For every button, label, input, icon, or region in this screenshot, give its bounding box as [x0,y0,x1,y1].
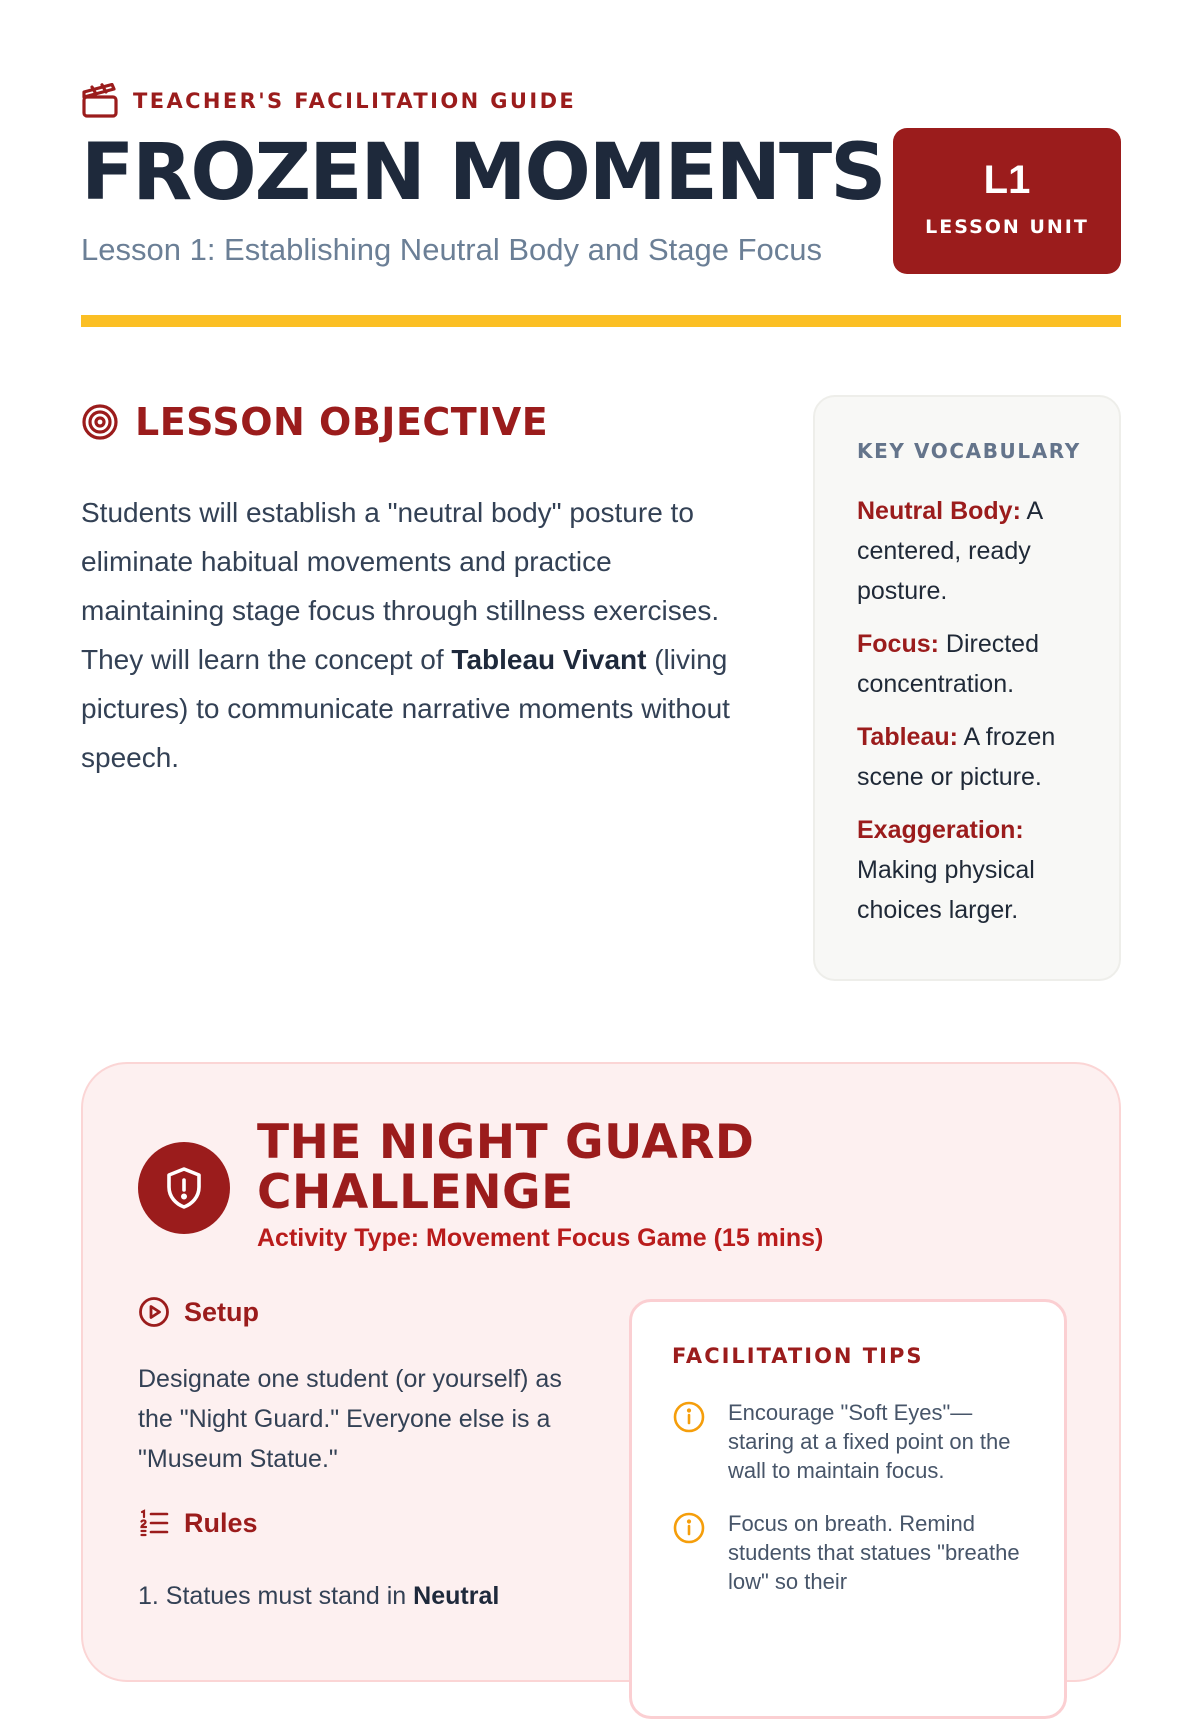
header-divider [81,315,1121,327]
vocab-item [857,624,1091,704]
tips-title: FACILITATION TIPS [672,1344,924,1368]
shield-alert-icon [160,1164,208,1212]
vocab-item [857,810,1091,930]
clapperboard-icon [81,83,119,119]
vocab-item [857,717,1091,797]
objective-heading [81,400,548,444]
rules-list [138,1576,578,1616]
page-title: FROZEN MOMENTS [81,128,885,218]
setup-heading [138,1296,259,1328]
rule-text: Statues must stand in [158,1582,414,1610]
objective-text-start: Students will establish a "neutral body" posture to eliminate habitual movements and practice maintaining stage focus through stillness exercises. They will learn the concept of [81,497,720,675]
facilitation-tips-card [629,1299,1067,1719]
lesson-code: L1 [983,158,1031,202]
vocab-definition: Making physical choices larger. [857,856,1035,924]
vocabulary-title: KEY VOCABULARY [857,439,1081,463]
info-icon [672,1509,706,1596]
tip-item [672,1398,1024,1485]
vocab-item [857,491,1091,611]
setup-label: Setup [184,1296,260,1327]
lesson-unit-badge [893,128,1121,274]
rules-heading [138,1507,258,1539]
target-icon [81,403,119,441]
rules-label: Rules [184,1507,258,1538]
eyebrow-label: TEACHER'S FACILITATION GUIDE [133,89,577,113]
vocab-definition: A centered, ready posture. [857,497,1042,605]
vocab-term: Tableau: [857,723,958,751]
vocab-term: Exaggeration: [857,816,1024,844]
lesson-unit-label: LESSON UNIT [925,216,1089,238]
tip-text: Focus on breath. Remind students that statues "breathe low" so their [728,1511,1020,1594]
activity-title: THE NIGHT GUARD CHALLENGE [257,1115,755,1220]
activity-icon-badge [138,1142,230,1234]
tip-text: Encourage "Soft Eyes"—staring at a fixed point on the wall to maintain focus. [728,1400,1011,1483]
guide-eyebrow [81,83,576,119]
setup-text: Designate one student (or yourself) as the "Night Guard." Everyone else is a "Museum Statue." [138,1365,562,1473]
objective-text-end: (living pictures) to communicate narrative moments without speech. [81,644,730,773]
vocab-definition: Directed concentration. [857,630,1039,698]
vocab-term: Neutral Body: [857,497,1021,525]
vocabulary-card [813,395,1121,981]
page-subtitle: Lesson 1: Establishing Neutral Body and Stage Focus [81,232,823,267]
list-item [138,1576,578,1616]
vocab-term: Focus: [857,630,939,658]
rule-key-term: Neutral [413,1582,500,1610]
info-icon [672,1398,706,1485]
activity-card [81,1062,1121,1682]
tip-item [672,1509,1024,1596]
objective-text [81,488,761,782]
rule-number: 1. [138,1582,159,1610]
list-ordered-icon [138,1507,170,1539]
play-circle-icon [138,1296,170,1328]
objective-title: LESSON OBJECTIVE [135,400,549,444]
activity-type: Activity Type: Movement Focus Game (15 mins) [257,1224,824,1252]
vocab-definition: A frozen scene or picture. [857,723,1056,791]
objective-key-term: Tableau Vivant [451,644,647,675]
